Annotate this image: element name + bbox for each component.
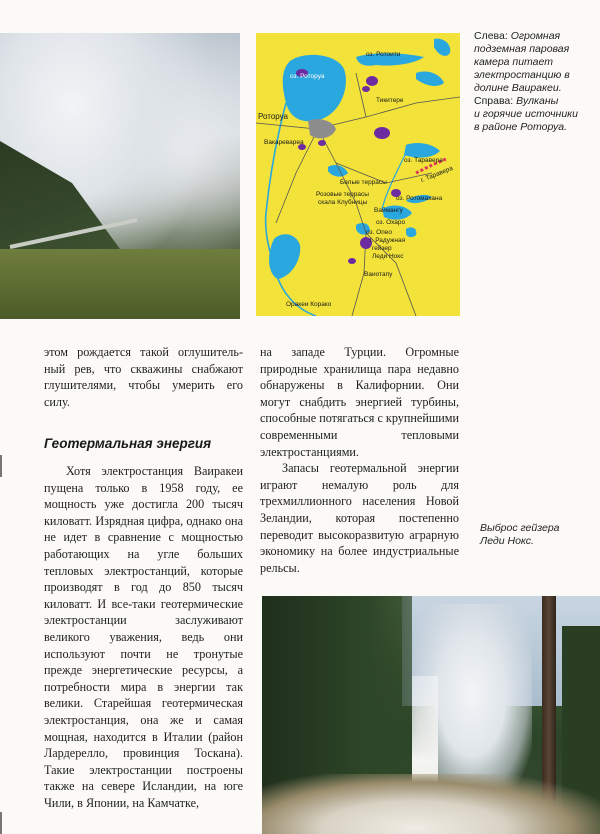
caption-right-line: и горячие источники: [474, 108, 578, 120]
map-label-geyser: гейзер: [372, 245, 392, 252]
map-caption: [474, 30, 594, 134]
valley-field: [0, 249, 240, 319]
caption-left-line: долине Ваиракеи.: [474, 82, 562, 94]
map-label-strawberry-rock: скала Клубницы: [318, 199, 368, 206]
map-label-opeo: оз. Опео: [366, 229, 392, 236]
caption-left-line: электростанцию в: [474, 69, 570, 81]
town-rotorua: [308, 119, 336, 138]
lake-small-ne: [434, 39, 450, 56]
volcanic-area-8: [348, 258, 356, 264]
road-2: [318, 129, 366, 316]
geyser-caption: [480, 522, 595, 548]
steam-field-photo: [0, 33, 240, 319]
volcanic-area-2: [366, 76, 378, 86]
lake-small-e: [406, 227, 416, 237]
geyser-caption-line: Леди Нокс.: [480, 535, 534, 547]
map-label-ohakuri: оз. Охаро: [376, 219, 406, 226]
lake-rotorua: [283, 55, 346, 121]
map-label-rotorua-town: Роторуа: [258, 112, 288, 121]
caption-right-label: Справа:: [474, 95, 514, 107]
paragraph: этом рождается такой оглушитель-ный рев, что скважины снабжают глушителями, чтобы умерить его силу.: [44, 345, 243, 409]
geyser-caption-line: Выброс гейзера: [480, 522, 560, 534]
caption-right-line: Вулканы: [516, 95, 559, 107]
map-label-tarawera-lake: оз. Таравера: [404, 157, 443, 164]
caption-right-line: в районе Роторуа.: [474, 121, 567, 133]
lake-rotoehu: [416, 71, 444, 86]
caption-left-line: камера питает: [474, 56, 553, 68]
geyser-cone: [262, 774, 600, 834]
column-right: [260, 344, 459, 576]
map-label-tarawera-mt: г. Таравера: [419, 164, 455, 185]
margin-mark: [0, 812, 2, 834]
volcanic-area-4: [374, 127, 390, 139]
paragraph: на западе Турции. Огромные природные хранилища пара недавно обнаружены в Калифорнии. Они могут снабдить энергией турбины, способные потягаться с крупнейшими современными тепловыми электростанциями.: [260, 345, 459, 459]
map-label-rotoiti: оз. Ротоити: [366, 51, 401, 58]
paragraph: Запасы геотермальной энергии играют немалую роль для трехмиллионного населения Новой Зеландии, которая постепенно переводит высокоразвитую аграрную экономику на более индустриальные рельсы.: [260, 461, 459, 575]
caption-left-label: Слева:: [474, 30, 508, 42]
map-label-waiotapu: Ваиотапу: [364, 271, 393, 278]
volcanic-area-3: [362, 86, 370, 92]
volcanic-area-5: [318, 140, 326, 146]
lake-southwest: [269, 234, 300, 279]
caption-left-line: подземная паровая: [474, 43, 570, 55]
map-label-tikitere: Тикитере: [376, 97, 404, 104]
column-left-top: [44, 344, 243, 410]
map-label-rainbow: г. Радужная: [370, 237, 406, 244]
rotorua-map: [256, 33, 460, 316]
paragraph: Хотя электростанция Ваиракеи пущена только в 1958 году, ее мощность уже достигла 200 тысяч киловатт. Изрядная цифра, однако она не идет в сравнение с мощностью работающих на угле больших тепловых электростанций, которые производят в год до 850 тысяч киловатт. И все-таки геотермические электростанции заслуживают великого уважения, ведь они используют почти не тронутые прежде энергетические ресурсы, а потребности мира в энергии так велики. Старейшая геотермическая электростанция, она же и самая мощная, находится в Италии (район Лардерелло, провинция Тоскана). Такие электростанции построены также на севере Исландии, на юге Чили, в Японии, на Камчатке,: [44, 464, 243, 810]
margin-mark: [0, 455, 2, 477]
map-label-white-terraces: Белые террасы: [340, 179, 387, 186]
road-6: [356, 73, 366, 117]
map-label-waimangu: Ваймангу: [374, 207, 403, 214]
lake-tarawera: [404, 143, 440, 158]
map-label-rotorua-lake: оз. Роторуа: [290, 73, 325, 80]
map-label-pink-terraces: Розовые террасы: [316, 191, 369, 198]
river-waikato: [266, 103, 316, 316]
section-heading: Геотермальная энергия: [44, 436, 212, 451]
map-label-orakei-korako: Оракеи Корако: [286, 301, 332, 308]
hillside: [0, 129, 120, 249]
geyser-photo: [262, 596, 600, 834]
caption-left-line: Огромная: [510, 30, 561, 42]
column-left-main: [44, 463, 243, 811]
map-label-whakarewarewa: Вакаревареа: [264, 139, 304, 146]
map-label-rotomahana: оз. Ротомахана: [396, 195, 443, 202]
map-label-lady-knox: Леди Нокс: [372, 253, 404, 260]
